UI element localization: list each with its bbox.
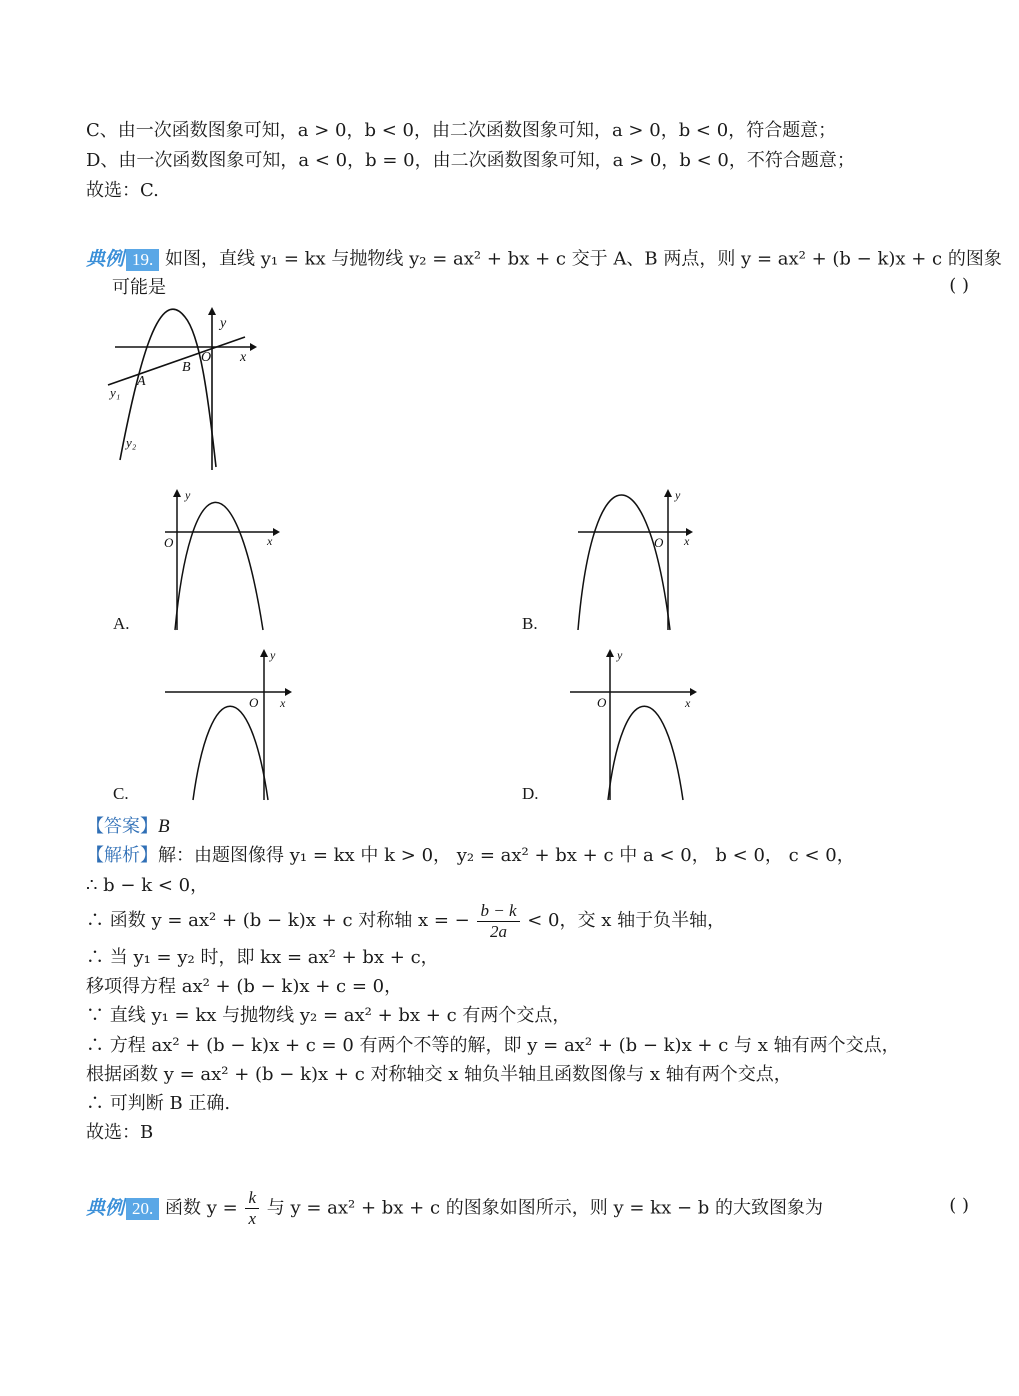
y2-label: y₂ (126, 435, 137, 450)
option-c-parabola (193, 706, 268, 800)
opt-c-y: y (270, 648, 276, 662)
q19-main-figure (100, 305, 260, 475)
q20-stem (86, 1186, 823, 1230)
analysis-step1: 解：由题图像得 y₁ = kx 中 k > 0， y₂ = ax² + bx + c 中 a < 0， b < 0， c < 0， (158, 845, 855, 866)
option-a-label: A. (113, 614, 130, 633)
opt-d-o: O (597, 695, 607, 710)
option-d-explanation: D、由一次函数图象可知，a < 0，b = 0，由二次函数图象可知，a > 0，b < 0，不符合题意； (86, 150, 855, 171)
analysis-step9: ∴ 可判断 B 正确. (86, 1093, 231, 1114)
opt-b-x: x (684, 534, 690, 548)
option-a-graph (155, 485, 285, 635)
fig-origin-label: O (201, 350, 212, 365)
q20-stem-a: 函数 y = (165, 1197, 238, 1219)
x-axis-arrow-icon (250, 343, 257, 351)
option-d-graph (565, 645, 705, 805)
q19-stem-line1: 如图，直线 y₁ = kx 与抛物线 y₂ = ax² + bx + c 交于 A、B 两点，则 y = ax² + (b − k)x + c 的图象 (165, 248, 1002, 270)
point-a-label: A (137, 374, 146, 389)
opt-a-y: y (185, 488, 191, 502)
axis-fraction (477, 901, 519, 942)
previous-answer: 故选：C. (86, 180, 159, 201)
analysis-step3 (86, 898, 725, 944)
analysis-step2: ∴ b − k < 0， (86, 875, 209, 896)
option-b-parabola (578, 495, 670, 630)
analysis-step6: ∵ 直线 y₁ = kx 与抛物线 y₂ = ax² + bx + c 有两个交点， (86, 1005, 571, 1026)
opt-b-o: O (654, 535, 664, 550)
q20-fraction-denominator: x (248, 1209, 256, 1228)
point-b-label: B (182, 360, 191, 375)
example-logo-icon: 典例 (86, 248, 125, 270)
option-d-label: D. (522, 784, 539, 803)
y-axis-arrow-icon (173, 489, 181, 497)
option-d-parabola (608, 706, 683, 800)
x-axis-arrow-icon (690, 688, 697, 696)
q20-answer-paren: ( ) (949, 1195, 969, 1216)
y-axis-arrow-icon (208, 307, 216, 315)
y1-label: y₁ (110, 385, 121, 400)
option-c-explanation: C、由一次函数图象可知，a > 0，b < 0，由二次函数图象可知，a > 0，b < 0，符合题意； (86, 120, 837, 141)
line-y1 (108, 337, 245, 385)
q19-number: 19. (126, 249, 159, 271)
analysis-step7: ∴ 方程 ax² + (b − k)x + c = 0 有两个不等的解，即 y = ax² + (b − k)x + c 与 x 轴有两个交点， (86, 1035, 900, 1056)
opt-c-o: O (249, 695, 259, 710)
y-axis-arrow-icon (260, 649, 268, 657)
option-b-graph (568, 485, 698, 635)
opt-d-x: x (685, 696, 691, 710)
opt-c-x: x (280, 696, 286, 710)
fig-x-label: x (240, 350, 247, 365)
analysis-step4: ∴ 当 y₁ = y₂ 时，即 kx = ax² + bx + c， (86, 947, 439, 968)
analysis-step8: 根据函数 y = ax² + (b − k)x + c 对称轴交 x 轴负半轴且函数图像与 x 轴有两个交点， (86, 1064, 792, 1085)
x-axis-arrow-icon (273, 528, 280, 536)
option-b-label: B. (522, 614, 538, 633)
q20-badge (86, 1186, 159, 1231)
analysis-tag: 【解析】 (86, 845, 158, 866)
q19-analysis-line1 (86, 843, 855, 869)
analysis-step3-a: ∴ 函数 y = ax² + (b − k)x + c 对称轴 x = − (86, 910, 470, 931)
answer-tag: 【答案】 (86, 816, 158, 837)
q20-fraction-numerator: k (245, 1188, 259, 1209)
option-a-parabola (175, 502, 263, 630)
q20-number: 20. (126, 1198, 159, 1220)
y-axis-arrow-icon (606, 649, 614, 657)
q19-answer-paren: ( ) (949, 275, 969, 296)
answer-value: B (158, 816, 170, 837)
q19-answer (86, 814, 170, 840)
q19-stem (86, 246, 1002, 273)
analysis-step3-b: < 0，交 x 轴于负半轴， (527, 910, 726, 931)
analysis-step10: 故选：B (86, 1122, 154, 1143)
example-logo-icon: 典例 (86, 1197, 125, 1219)
x-axis-arrow-icon (285, 688, 292, 696)
opt-d-y: y (617, 648, 623, 662)
analysis-step5: 移项得方程 ax² + (b − k)x + c = 0， (86, 976, 403, 997)
y-axis-arrow-icon (664, 489, 672, 497)
fraction-denominator: 2a (489, 921, 507, 941)
opt-a-o: O (164, 535, 174, 550)
fraction-numerator: b − k (477, 901, 519, 922)
option-c-graph (160, 645, 300, 805)
opt-b-y: y (675, 488, 681, 502)
opt-a-x: x (267, 534, 273, 548)
q20-stem-b: 与 y = ax² + bx + c 的图象如图所示，则 y = kx − b 的大致图象为 (266, 1197, 824, 1219)
q19-badge (86, 246, 159, 273)
fig-y-label: y (220, 316, 227, 331)
q20-fraction (245, 1188, 259, 1229)
option-c-label: C. (113, 784, 129, 803)
q19-stem-line2: 可能是 (112, 277, 166, 298)
